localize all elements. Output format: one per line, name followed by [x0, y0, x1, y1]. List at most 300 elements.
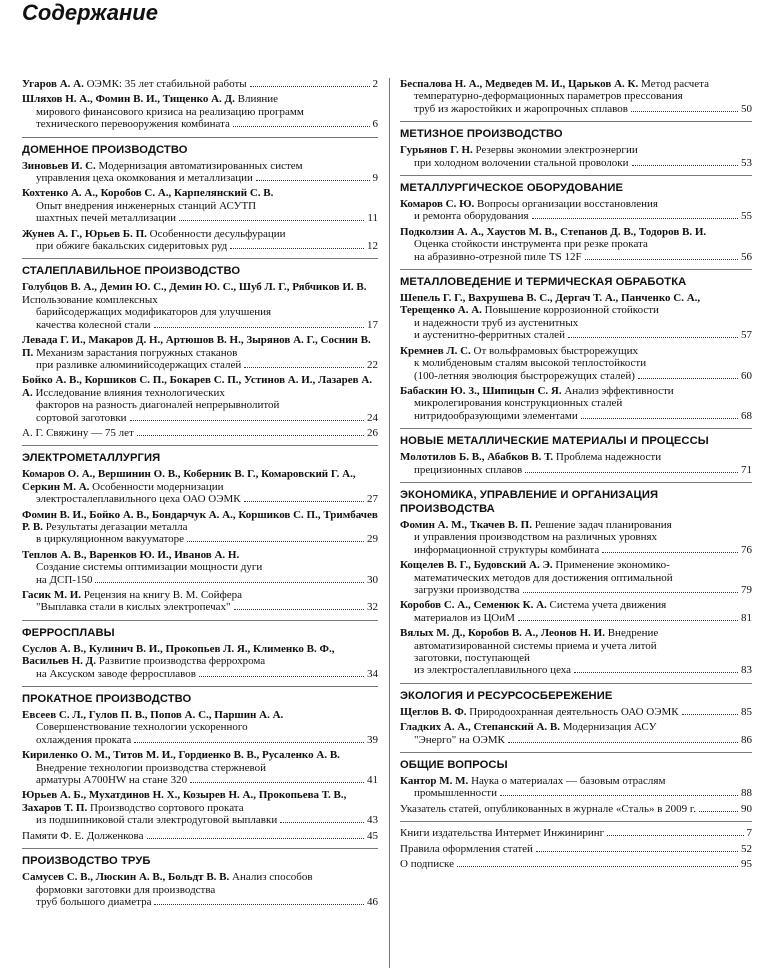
page-number: 60: [741, 369, 752, 382]
toc-section: [400, 482, 752, 677]
entry-authors: Вялых М. Д., Коробов В. А., Леонов Н. И.: [400, 627, 605, 640]
page-number: 22: [367, 358, 378, 371]
entry-title-text: Природоохранная деятельность ОАО ОЭМК: [469, 705, 679, 718]
dot-leader: [147, 838, 365, 839]
toc-section: [22, 78, 378, 131]
entry-title-text: Рецензия на книгу В. М. Сойфера: [83, 589, 242, 601]
entry-line: [400, 198, 752, 210]
toc-section: [22, 258, 378, 439]
entry-title-text: арматуры А700HW на стане 320: [36, 774, 188, 787]
entry-line-text: [414, 103, 628, 115]
toc-entry[interactable]: [400, 519, 752, 556]
entry-authors: Фомин В. И., Бойко А. В., Бондарчук А. А., Коршиков С. П., Тримбачев Р. В.: [22, 508, 378, 533]
entry-line: [22, 200, 378, 212]
entry-title-text: От вольфрамовых быстрорежущих: [473, 344, 638, 357]
entry-authors: Кохтенко А. А., Коробов С. А., Карпелянский С. В.: [22, 187, 274, 200]
toc-entry[interactable]: [22, 187, 378, 224]
entry-line: [400, 612, 752, 624]
entry-line: [22, 78, 378, 90]
toc-entry[interactable]: [400, 451, 752, 476]
page-number: 45: [367, 829, 378, 842]
entry-title-text: Особенности модернизации: [92, 480, 224, 493]
entry-title-text: электросталеплавильного цеха ОАО ОЭМК: [36, 493, 241, 506]
entry-line-text: [414, 251, 582, 263]
entry-authors: Бойко А. В., Коршиков С. П., Бокарев С. П., Устинов А. И., Лазарев А. А.: [22, 374, 373, 399]
entry-line-text: [36, 574, 92, 586]
entry-title-text: информационной структуры комбината: [414, 543, 600, 556]
entry-line: [22, 830, 378, 842]
entry-line-text: [400, 803, 696, 815]
entry-line: [400, 775, 752, 787]
entry-line-text: [36, 493, 241, 505]
entry-line: [400, 599, 752, 611]
toc-entry[interactable]: [22, 589, 378, 614]
entry-title-text: Система учета движения: [549, 599, 667, 612]
entry-title-text: Производство сортового проката: [90, 801, 244, 814]
entry-title-text: "Энерго" на ОЭМК: [414, 733, 505, 746]
entry-line: [400, 843, 752, 855]
page-number: 43: [367, 814, 378, 827]
entry-title-text: управления цеха окомкования и металлизации: [36, 172, 253, 185]
entry-authors: Угаров А. А.: [22, 78, 84, 90]
entry-authors: Шепель Г. Г., Вахрушева В. С., Дергач Т. А., Панченко С. А., Терещенко А. А.: [400, 292, 701, 317]
entry-line: [22, 871, 378, 883]
entry-line: [400, 559, 752, 571]
toc-entry[interactable]: [400, 843, 752, 855]
entry-title-text: качества колесной стали: [36, 318, 151, 331]
entry-line: [22, 533, 378, 545]
toc-section: [22, 686, 378, 842]
page-number: 81: [741, 611, 752, 624]
entry-line: [400, 827, 752, 839]
page-number: 11: [367, 212, 378, 225]
entry-line: [400, 210, 752, 222]
toc-section: [400, 78, 752, 115]
entry-line-text: [36, 814, 277, 826]
toc-section: [22, 620, 378, 680]
entry-title-text: Вопросы организации восстановления: [477, 198, 658, 211]
toc-entry[interactable]: [22, 427, 378, 439]
entry-title-text: Результаты дегазации металла: [45, 520, 188, 533]
entry-line: [22, 228, 378, 240]
entry-authors: Самусев С. В., Люскин А. В., Больдт В. В.: [22, 871, 230, 884]
toc-entry[interactable]: [22, 643, 378, 680]
entry-line-text: [22, 830, 144, 842]
entry-line-text: [36, 172, 253, 184]
dot-leader: [233, 126, 370, 127]
entry-line-text: [400, 827, 604, 839]
entry-authors: Теплов А. В., Варенков Ю. И., Иванов А. Н.: [22, 548, 240, 561]
entry-line: [400, 787, 752, 799]
entry-line-text: [414, 664, 571, 676]
entry-line: [400, 90, 752, 102]
entry-authors: Подколзин А. А., Хаустов М. В., Степанов Д. В., Тодоров В. И.: [400, 225, 707, 238]
entry-line: [22, 493, 378, 505]
entry-line: [22, 601, 378, 613]
entry-line: [22, 160, 378, 172]
entry-line-text: [414, 584, 520, 596]
entry-line-text: [414, 329, 565, 341]
dot-leader: [532, 218, 738, 219]
section-heading: ПРОКАТНОЕ ПРОИЗВОДСТВО: [22, 693, 192, 706]
dot-leader: [457, 866, 738, 867]
section-heading: МЕТИЗНОЕ ПРОИЗВОДСТВО: [400, 128, 563, 141]
page-number: 32: [367, 601, 378, 614]
page-number: 68: [741, 409, 752, 422]
entry-title-text: на Аксуском заводе ферросплавов: [36, 667, 196, 680]
entry-authors: Молотилов Б. В., Абабков В. Т.: [400, 451, 554, 464]
page-number: 6: [372, 118, 378, 131]
toc-entry[interactable]: [400, 144, 752, 169]
entry-title-text: Оценка стойкости инструмента при резке проката: [414, 238, 648, 251]
toc-section: [400, 269, 752, 422]
entry-authors: Фомин А. М., Ткачев В. П.: [400, 518, 532, 531]
entry-title-text: Метод расчета: [641, 78, 710, 90]
entry-line: [400, 78, 752, 90]
entry-title-text: Создание системы оптимизации мощности дуги: [36, 561, 263, 574]
dot-leader: [234, 609, 364, 610]
entry-line-text: [414, 612, 515, 624]
toc-entry[interactable]: [400, 78, 752, 115]
page-number: 53: [741, 156, 752, 169]
entry-line: [400, 251, 752, 263]
dot-leader: [137, 435, 364, 436]
page-number: 30: [367, 573, 378, 586]
entry-line-text: [22, 427, 134, 439]
entry-line: [400, 226, 752, 238]
entry-title-text: и ремонта оборудования: [414, 210, 529, 223]
column-divider: [389, 78, 390, 968]
page-number: 2: [372, 78, 378, 90]
dot-leader: [280, 822, 364, 823]
toc-entry[interactable]: [22, 374, 378, 424]
toc-entry[interactable]: [22, 830, 378, 842]
entry-line-text: [36, 601, 231, 613]
entry-title-text: ОЭМК: 35 лет стабильной работы: [86, 78, 247, 90]
toc-entry[interactable]: [400, 827, 752, 839]
entry-title-text: и управления производством на различных уровнях: [414, 531, 658, 544]
entry-title-text: барийсодержащих модификаторов для улучшения: [36, 306, 272, 319]
toc-entry[interactable]: [400, 198, 752, 223]
entry-line: [22, 749, 378, 761]
entry-line: [400, 652, 752, 664]
entry-title-text: микролегирования конструкционных сталей: [414, 397, 623, 410]
entry-line: [400, 706, 752, 718]
dot-leader: [602, 552, 738, 553]
entry-line: [22, 643, 378, 668]
page-number: 95: [741, 858, 752, 871]
entry-line: [22, 359, 378, 371]
toc-entry[interactable]: [400, 858, 752, 870]
entry-line: [400, 734, 752, 746]
entry-line: [22, 412, 378, 424]
entry-title-text: Резервы экономии электроэнергии: [475, 144, 638, 157]
entry-line: [22, 118, 378, 130]
entry-line: [400, 103, 752, 115]
page-number: 7: [746, 827, 752, 840]
entry-line-text: [414, 464, 522, 476]
toc-section: [22, 137, 378, 253]
dot-leader: [134, 742, 364, 743]
toc-entry[interactable]: [22, 228, 378, 253]
toc-entry[interactable]: [400, 803, 752, 815]
entry-line: [22, 187, 378, 199]
entry-authors: Комаров О. А., Вершинин О. В., Коберник В. Г., Комаровский Г. А., Серкин М. А.: [22, 468, 356, 493]
entry-line: [400, 544, 752, 556]
entry-line: [400, 345, 752, 357]
entry-line-text: [36, 359, 241, 371]
toc-entry[interactable]: [22, 281, 378, 331]
page-number: 88: [741, 787, 752, 800]
entry-line: [22, 814, 378, 826]
entry-line-text: [414, 410, 578, 422]
toc-right-column: [400, 78, 752, 876]
toc-entry[interactable]: [22, 334, 378, 371]
entry-line: [22, 896, 378, 908]
entry-line-text: [36, 212, 176, 224]
toc-entry[interactable]: [22, 509, 378, 546]
section-heading: МЕТАЛЛОВЕДЕНИЕ И ТЕРМИЧЕСКАЯ ОБРАБОТКА: [400, 276, 687, 289]
entry-title-text: Модернизация АСУ: [562, 721, 657, 734]
entry-authors: Суслов А. В., Кулинич В. И., Прокопьев Л. Я., Клименко В. Ф., Васильев Н. Д.: [22, 642, 335, 668]
page-number: 29: [367, 533, 378, 546]
toc-section: [400, 752, 752, 815]
toc-entry[interactable]: [22, 468, 378, 505]
entry-title-text: из электросталеплавильного цеха: [414, 664, 572, 677]
toc-entry[interactable]: [400, 292, 752, 342]
dot-leader: [518, 620, 738, 621]
entry-title-text: температурно-деформационных параметров прессования: [414, 90, 683, 103]
entry-line: [400, 664, 752, 676]
entry-line: [22, 306, 378, 318]
entry-title-text: в циркуляционном вакууматоре: [36, 533, 185, 546]
entry-line: [400, 329, 752, 341]
entry-title-text: сортовой заготовки: [36, 411, 127, 424]
dot-leader: [130, 420, 364, 421]
entry-line: [22, 549, 378, 561]
entry-title-text: охлаждения проката: [36, 733, 132, 746]
entry-authors: Кремнев Л. С.: [400, 344, 471, 357]
toc-section: [400, 428, 752, 476]
entry-line-text: [36, 240, 227, 252]
entry-title-text: заготовки, поступающей: [414, 652, 530, 664]
dot-leader: [508, 742, 738, 743]
entry-line: [400, 721, 752, 733]
section-heading: ЭКОНОМИКА, УПРАВЛЕНИЕ И ОРГАНИЗАЦИЯ ПРОИЗВОДСТВА: [400, 488, 659, 515]
entry-line-text: [414, 787, 497, 799]
entry-authors: Бабаскин Ю. З., Шипицын С. Я.: [400, 384, 562, 397]
toc-entry[interactable]: [22, 749, 378, 786]
entry-line-text: [414, 734, 505, 746]
entry-title-text: и надежности труб из аустенитных: [414, 316, 579, 329]
entry-line: [400, 370, 752, 382]
page-number: 76: [741, 543, 752, 556]
entry-line: [22, 589, 378, 601]
toc-entry[interactable]: [400, 706, 752, 718]
entry-line: [400, 640, 752, 652]
entry-authors: Левада Г. И., Макаров Д. Н., Артюшов В. Н., Зырянов А. Г., Соснин В. П.: [22, 334, 371, 359]
page-title: Содержание: [22, 0, 158, 25]
entry-line: [22, 212, 378, 224]
entry-title-text: автоматизированной системы приема и учета литой: [414, 639, 657, 652]
entry-title-text: (100-летняя эволюция быстрорежущих сталей): [414, 369, 635, 382]
entry-title-text: формовки заготовки для производства: [36, 883, 216, 896]
toc-left-column: [22, 78, 378, 914]
entry-line: [22, 374, 378, 399]
entry-title-text: Правила оформления статей: [400, 842, 533, 855]
entry-line: [22, 468, 378, 493]
toc-section: [22, 445, 378, 613]
entry-title-text: Наука о материалах — базовым отраслям: [471, 775, 666, 788]
toc-section: [400, 683, 752, 746]
entry-title-text: Анализ эффективности: [564, 384, 674, 397]
toc-entry[interactable]: [400, 599, 752, 624]
entry-line: [22, 789, 378, 814]
entry-line: [22, 93, 378, 105]
dot-leader: [585, 259, 738, 260]
toc-entry[interactable]: [400, 627, 752, 677]
entry-line-text: [400, 843, 533, 855]
toc-entry[interactable]: [22, 549, 378, 586]
page-number: 50: [741, 102, 752, 115]
dot-leader: [230, 248, 364, 249]
entry-line: [400, 385, 752, 397]
entry-title-text: Применение экономико-: [555, 559, 670, 572]
entry-line: [400, 144, 752, 156]
entry-title-text: А. Г. Свяжину — 75 лет: [22, 426, 134, 439]
page-number: 26: [367, 426, 378, 439]
section-heading: ФЕРРОСПЛАВЫ: [22, 626, 115, 639]
entry-authors: Комаров С. Ю.: [400, 198, 475, 211]
entry-authors: Беспалова Н. А., Медведев М. И., Царьков А. К.: [400, 78, 639, 90]
toc-entry[interactable]: [22, 93, 378, 130]
entry-title-text: технического перевооружения комбината: [36, 118, 230, 131]
entry-line: [22, 734, 378, 746]
dot-leader: [523, 592, 738, 593]
entry-line-text: [36, 734, 131, 746]
entry-title-text: Модернизация автоматизированных систем: [98, 159, 303, 172]
entry-line: [22, 172, 378, 184]
dot-leader: [154, 327, 364, 328]
entry-title-text: Анализ способов: [232, 871, 313, 884]
section-heading: ОБЩИЕ ВОПРОСЫ: [400, 759, 508, 772]
toc-entry[interactable]: [22, 871, 378, 908]
entry-title-text: Внедрение: [607, 627, 659, 640]
entry-line: [22, 574, 378, 586]
toc-entry[interactable]: [400, 559, 752, 596]
dot-leader: [95, 582, 364, 583]
page-number: 39: [367, 733, 378, 746]
entry-authors: Гасик М. И.: [22, 589, 82, 601]
entry-title-text: загрузки производства: [414, 583, 520, 596]
entry-authors: Гурьянов Г. Н.: [400, 144, 473, 157]
entry-title-text: на ДСП-150: [36, 573, 93, 586]
page-number: 41: [367, 774, 378, 787]
entry-title-text: О подписке: [400, 858, 454, 871]
page-number: 57: [741, 329, 752, 342]
dot-leader: [244, 501, 364, 502]
entry-title-text: Влияние: [237, 93, 279, 106]
entry-title-text: математических методов для достижения оптимальной: [414, 571, 673, 584]
entry-line: [400, 803, 752, 815]
section-heading: СТАЛЕПЛАВИЛЬНОЕ ПРОИЗВОДСТВО: [22, 265, 241, 278]
entry-authors: Евсеев С. Л., Гулов П. В., Попов А. С., Паршин А. А.: [22, 709, 284, 722]
entry-title-text: Совершенствование технологии ускоренного: [36, 721, 248, 734]
page-number: 46: [367, 895, 378, 908]
entry-line: [400, 410, 752, 422]
entry-title-text: труб из жаростойких и жаропрочных сплавов: [414, 102, 628, 115]
entry-line: [400, 627, 752, 639]
dot-leader: [568, 337, 738, 338]
toc-entry[interactable]: [400, 385, 752, 422]
toc-entry[interactable]: [400, 775, 752, 800]
entry-title-text: "Выплавка стали в кислых электропечах": [36, 601, 231, 614]
toc-entry[interactable]: [22, 78, 378, 90]
entry-line: [400, 584, 752, 596]
toc-entry[interactable]: [22, 709, 378, 746]
entry-title-text: мирового финансового кризиса на реализацию программ: [36, 105, 304, 118]
page-number: 79: [741, 583, 752, 596]
section-heading: МЕТАЛЛУРГИЧЕСКОЕ ОБОРУДОВАНИЕ: [400, 182, 624, 195]
entry-title-text: к молибденовым сталям высокой теплостойкости: [414, 357, 647, 370]
entry-title-text: Развитие производства феррохрома: [98, 655, 266, 668]
entry-authors: Коробов С. А., Семенюк К. А.: [400, 599, 547, 612]
entry-line-text: [36, 319, 151, 331]
entry-line-text: [414, 157, 629, 169]
dot-leader: [631, 111, 738, 112]
section-heading: НОВЫЕ МЕТАЛЛИЧЕСКИЕ МАТЕРИАЛЫ И ПРОЦЕССЫ: [400, 435, 709, 448]
dot-leader: [574, 672, 738, 673]
entry-title-text: Памяти Ф. Е. Долженкова: [22, 829, 144, 842]
entry-title-text: при разливке алюминийсодержащих сталей: [36, 358, 242, 371]
page-number: 17: [367, 318, 378, 331]
toc-entry[interactable]: [22, 160, 378, 185]
entry-line: [400, 858, 752, 870]
entry-line: [22, 106, 378, 118]
page-number: 85: [741, 705, 752, 718]
entry-title-text: труб большого диаметра: [36, 895, 152, 908]
dot-leader: [536, 851, 738, 852]
toc-entry[interactable]: [400, 226, 752, 263]
dot-leader: [187, 541, 364, 542]
entry-authors: Зиновьев И. С.: [22, 159, 96, 172]
entry-title-text: при холодном волочении стальной проволоки: [414, 156, 629, 169]
entry-authors: Шляхов Н. А., Фомин В. И., Тищенко А. Д.: [22, 93, 235, 106]
section-heading: ПРОИЗВОДСТВО ТРУБ: [22, 855, 151, 868]
entry-authors: Гладких А. А., Степанский А. В.: [400, 721, 560, 734]
entry-title-text: факторов на разность диагоналей непрерывнолитой: [36, 399, 280, 412]
dot-leader: [525, 472, 738, 473]
entry-title-text: материалов из ЦОиМ: [414, 611, 515, 624]
dot-leader: [682, 714, 738, 715]
dot-leader: [607, 835, 743, 836]
entry-title-text: нитридообразующими элементами: [414, 409, 578, 422]
entry-line-text: [22, 78, 247, 90]
entry-line: [22, 721, 378, 733]
entry-line: [400, 397, 752, 409]
entry-title-text: при обжиге бакальских сидеритовых руд: [36, 240, 228, 253]
dot-leader: [638, 378, 738, 379]
entry-line-text: [36, 118, 230, 130]
toc-entry[interactable]: [400, 345, 752, 382]
entry-title-text: Использование комплексных: [22, 293, 158, 306]
toc-entry[interactable]: [22, 789, 378, 826]
toc-entry[interactable]: [400, 721, 752, 746]
page-number: 86: [741, 733, 752, 746]
entry-authors: Кантор М. М.: [400, 775, 469, 788]
entry-line: [400, 531, 752, 543]
entry-title-text: на абразивно-отрезной пиле TS 12F: [414, 250, 582, 263]
